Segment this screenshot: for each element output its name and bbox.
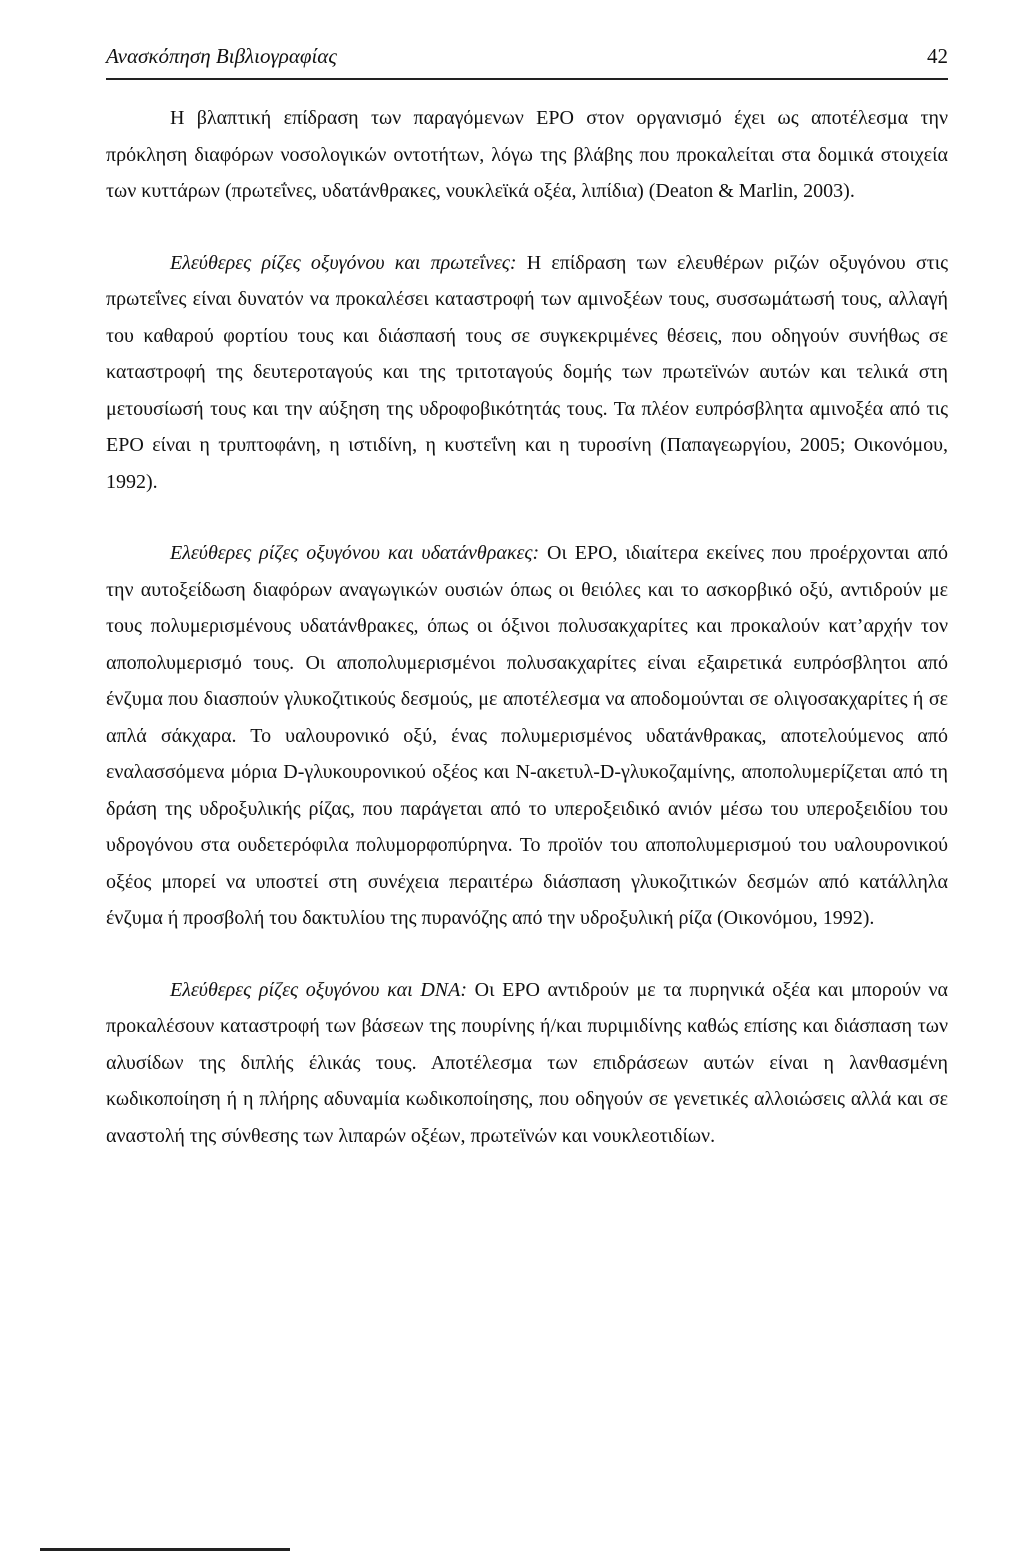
paragraph-lead: Ελεύθερες ρίζες οξυγόνου και DNA: xyxy=(170,978,468,1001)
paragraph-proteins xyxy=(106,245,948,501)
paragraph-dna xyxy=(106,972,948,1155)
header-rule xyxy=(106,78,948,80)
paragraph-text: Η επίδραση των ελευθέρων ριζών οξυγόνου στις πρωτεΐνες είναι δυνατόν να προκαλέσει καταστροφή των αμινοξέων τους, συσσωμάτωσή τους, αλλαγή του καθαρού φορτίου τους και διάσπασή τους σε συγκεκριμένες θέσεις, που οδηγούν συνήθως σε καταστροφή της δευτεροταγούς και της τριτοταγούς δομής των πρωτεϊνών αυτών και τελικά στη μετουσίωσή τους και την αύξηση της υδροφοβικότητάς τους. Τα πλέον ευπρόσβλητα αμινοξέα από τις ΕΡΟ είναι η τρυπτοφάνη, η ιστιδίνη, η κυστεΐνη και η τυροσίνη (Παπαγεωργίου, 2005; Οικονόμου, 1992). xyxy=(106,251,948,493)
paragraph-lead: Ελεύθερες ρίζες οξυγόνου και πρωτεΐνες: xyxy=(170,251,517,274)
paragraph-lead: Ελεύθερες ρίζες οξυγόνου και υδατάνθρακες: xyxy=(170,542,540,564)
paragraph-carbohydrates xyxy=(106,535,948,937)
footer-rule xyxy=(40,1548,290,1551)
header-title: Ανασκόπηση Βιβλιογραφίας xyxy=(106,44,337,68)
running-header xyxy=(106,42,948,74)
paragraph-text: Οι ΕΡΟ, ιδιαίτερα εκείνες που προέρχονται από την αυτοξείδωση διαφόρων αναγωγικών ουσιών όπως οι θειόλες και το ασκορβικό οξύ, αντιδρούν με τους πολυμερισμένους υδατάνθρακες, όπως οι όξινοι πολυσακχαρίτες και προκαλούν κατ’αρχήν τον αποπολυμερισμό τους. Οι αποπολυμερισμένοι πολυσακχαρίτες είναι εξαιρετικά ευπρόσβλητοι από ένζυμα που διασπούν γλυκοζιτικούς δεσμούς, με αποτέλεσμα να αποδομούνται σε ολιγοσακχαρίτες ή σε απλά σάκχαρα. Το υαλουρονικό οξύ, ένας πολυμερισμένος υδατάνθρακας, αποτελούμενος από εναλασσόμενα μόρια D-γλυκουρονικού οξέος και Ν-ακετυλ-D-γλυκοζαμίνης, αποπολυμερίζεται από τη δράση της υδροξυλικής ρίζας, που παράγεται από το υπεροξειδικό ανιόν μέσω του υπεροξειδίου του υδρογόνου στα ουδετερόφιλα πολυμορφοπύρηνα. Το προϊόν του αποπολυμερισμού του υαλουρονικού οξέος μπορεί να υποστεί στη συνέχεια περαιτέρω διάσπαση γλυκοζιτικών δεσμών από κατάλληλα ένζυμα ή προσβολή του δακτυλίου της πυρανόζης από την υδροξυλική ρίζα (Οικονόμου, 1992). xyxy=(106,542,949,929)
body-text xyxy=(106,100,948,1154)
paragraph-text: Η βλαπτική επίδραση των παραγόμενων ΕΡΟ στον οργανισμό έχει ως αποτέλεσμα την πρόκληση διαφόρων νοσολογικών οντοτήτων, λόγω της βλάβης που προκαλείται στα δομικά στοιχεία των κυττάρων (πρωτεΐνες, υδατάνθρακες, νουκλεϊκά οξέα, λιπίδια) (Deaton & Marlin, 2003). xyxy=(106,107,948,202)
paragraph-text: Οι ΕΡΟ αντιδρούν με τα πυρηνικά οξέα και μπορούν να προκαλέσουν καταστροφή των βάσεων της πουρίνης ή/και πυριμιδίνης καθώς επίσης και διάσπαση των αλυσίδων της διπλής έλικάς τους. Αποτέλεσμα των επιδράσεων αυτών είναι η λανθασμένη κωδικοποίηση ή η πλήρης αδυναμία κωδικοποίησης, που οδηγούν σε γενετικές αλλοιώσεις αλλά και σε αναστολή της σύνθεσης των λιπαρών οξέων, πρωτεϊνών και νουκλεοτιδίων. xyxy=(106,978,948,1147)
paragraph-intro xyxy=(106,100,948,210)
page-number: 42 xyxy=(927,44,948,68)
